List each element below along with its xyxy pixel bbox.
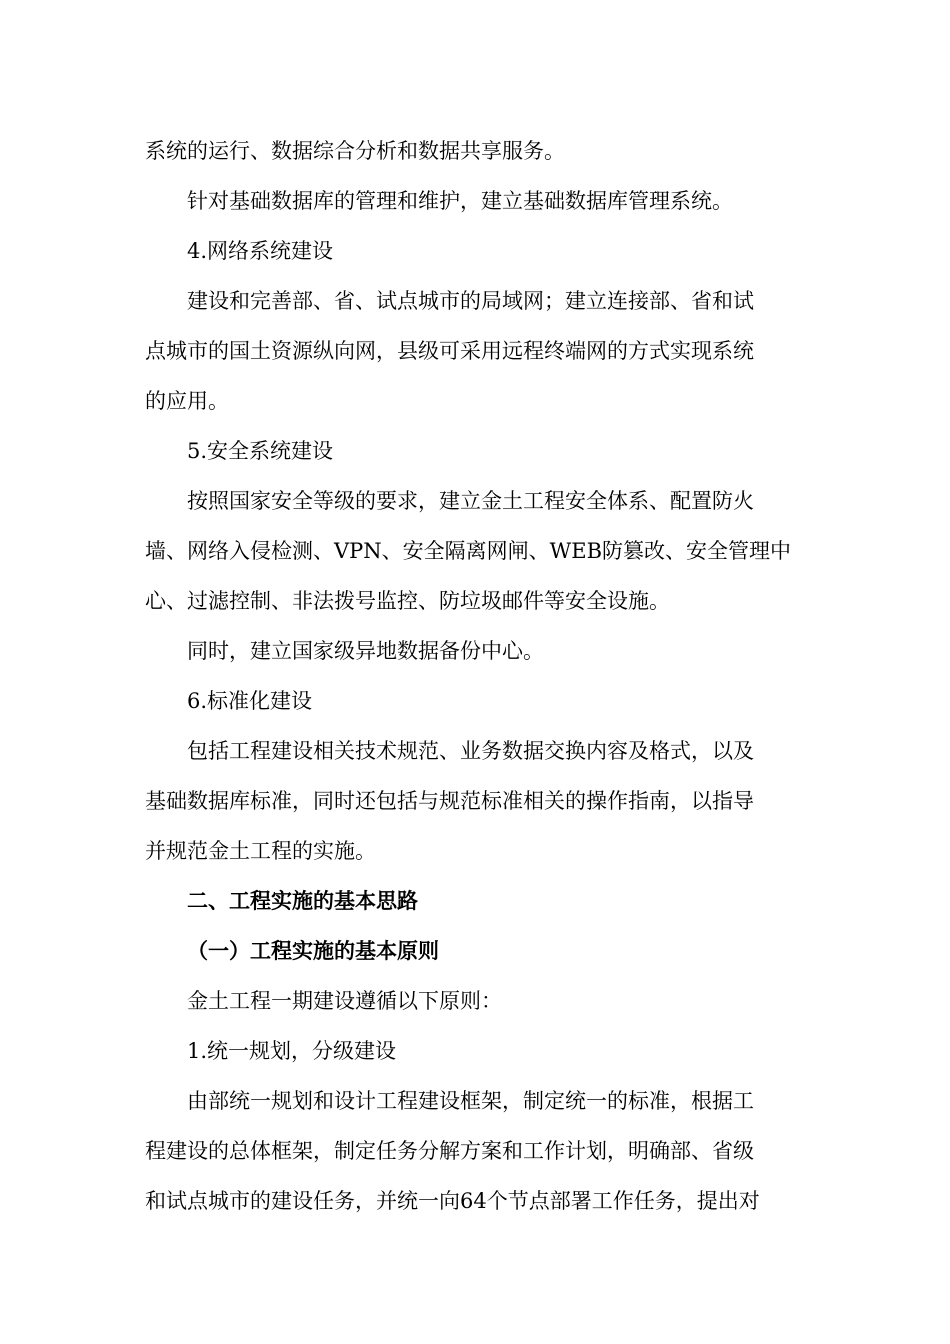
- text-line: 的应用。: [145, 389, 229, 413]
- section-heading: 1.统一规划，分级建设: [187, 1039, 397, 1063]
- text-line: 同时，建立国家级异地数据备份中心。: [187, 639, 544, 663]
- document-page: [145, 126, 809, 1226]
- section-heading: 4.网络系统建设: [187, 239, 334, 263]
- text-line: 基础数据库标准，同时还包括与规范标准相关的操作指南，以指导: [145, 789, 754, 813]
- text-line: 由部统一规划和设计工程建设框架，制定统一的标准，根据工: [187, 1089, 754, 1113]
- section-heading: 6.标准化建设: [187, 689, 313, 713]
- text-line: 建设和完善部、省、试点城市的局域网；建立连接部、省和试: [187, 289, 754, 313]
- text-line: 包括工程建设相关技术规范、业务数据交换内容及格式，以及: [187, 739, 754, 763]
- text-line: 墙、网络入侵检测、VPN、安全隔离网闸、WEB防篡改、安全管理中: [145, 539, 792, 563]
- text-line: 程建设的总体框架，制定任务分解方案和工作计划，明确部、省级: [145, 1139, 754, 1163]
- text-line: 按照国家安全等级的要求，建立金土工程安全体系、配置防火: [187, 489, 754, 513]
- text-line: 针对基础数据库的管理和维护，建立基础数据库管理系统。: [187, 189, 733, 213]
- chapter-heading: 二、工程实施的基本思路: [187, 888, 418, 913]
- text-line: 系统的运行、数据综合分析和数据共享服务。: [145, 139, 565, 163]
- text-line: 心、过滤控制、非法拨号监控、防垃圾邮件等安全设施。: [145, 589, 670, 613]
- subsection-heading: （一）工程实施的基本原则: [187, 938, 439, 963]
- section-heading: 5.安全系统建设: [187, 439, 334, 463]
- text-line: 点城市的国土资源纵向网，县级可采用远程终端网的方式实现系统: [145, 339, 754, 363]
- text-line: 金土工程一期建设遵循以下原则：: [187, 989, 502, 1013]
- text-line: 和试点城市的建设任务，并统一向64个节点部署工作任务，提出对: [145, 1189, 760, 1213]
- text-line: 并规范金土工程的实施。: [145, 839, 376, 863]
